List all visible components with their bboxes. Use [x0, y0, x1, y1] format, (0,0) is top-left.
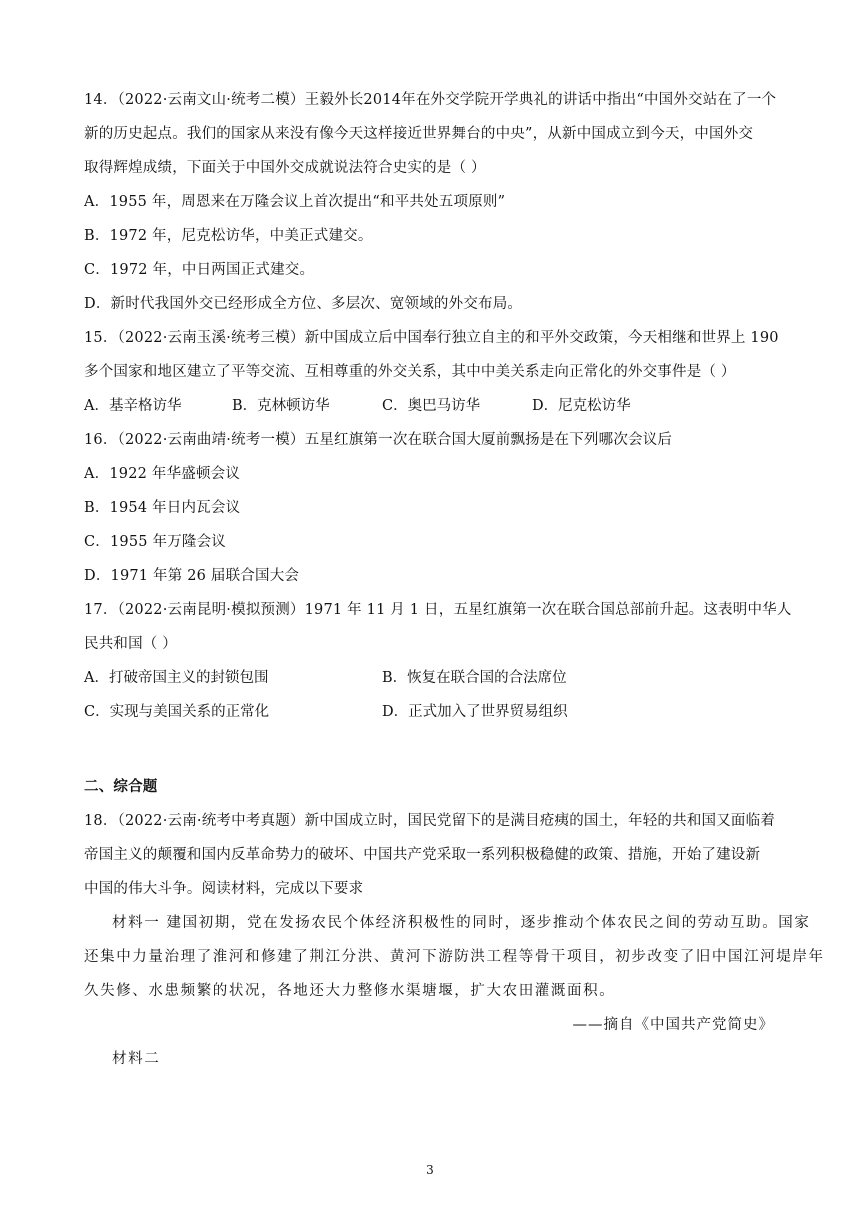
q15-option-b: B．克林顿访华	[232, 398, 330, 414]
q14-option-d: D．新时代我国外交已经形成全方位、多层次、宽领域的外交布局。	[84, 296, 523, 312]
q14-stem-line1: 14．（2022·云南文山·统考二模）王毅外长2014年在外交学院开学典礼的讲话中指出“中国外交站在了一个	[84, 92, 777, 108]
q14-option-a: A．1955 年，周恩来在万隆会议上首次提出“和平共处五项原则”	[84, 194, 506, 210]
q17-stem-line2: 民共和国（ ）	[84, 636, 178, 652]
q15-option-c: C．奥巴马访华	[382, 398, 481, 414]
q15-stem-line2: 多个国家和地区建立了平等交流、互相尊重的外交关系，其中中美关系走向正常化的外交事件是（ ）	[84, 364, 736, 380]
q15-option-a: A．基辛格访华	[84, 398, 182, 414]
section-heading: 二、综合题	[84, 779, 158, 795]
material1-line2: 还集中力量治理了淮河和修建了荆江分洪、黄河下游防洪工程等骨干项目，初步改变了旧中国江河堤岸年	[84, 949, 825, 965]
q17-option-a: A．打破帝国主义的封锁包围	[84, 670, 269, 686]
q17-option-c: C．实现与美国关系的正常化	[84, 704, 270, 720]
material1-line3: 久失修、水患频繁的状况，各地还大力整修水渠塘堰，扩大农田灌溉面积。	[84, 983, 616, 999]
q16-option-b: B．1954 年日内瓦会议	[84, 500, 241, 516]
q16-option-a: A．1922 年华盛顿会议	[84, 466, 241, 482]
q16-stem-line1: 16．（2022·云南曲靖·统考一模）五星红旗第一次在联合国大厦前飘扬是在下列哪次会议后	[84, 432, 673, 448]
page-number: 3	[426, 1163, 434, 1177]
q14-option-c: C．1972 年，中日两国正式建交。	[84, 262, 315, 278]
q17-option-b: B．恢复在联合国的合法席位	[382, 670, 567, 686]
q14-stem-line3: 取得辉煌成绩，下面关于中国外交成就说法符合史实的是（ ）	[84, 160, 486, 176]
q18-stem-line2: 帝国主义的颠覆和国内反革命势力的破坏、中国共产党采取一系列积极稳健的政策、措施，开始了建设新	[84, 847, 761, 863]
q18-stem-line1: 18．（2022·云南·统考中考真题）新中国成立时，国民党留下的是满目疮痍的国土，年轻的共和国又面临着	[84, 813, 776, 829]
material1-line1: 材料一 建国初期，党在发扬农民个体经济积极性的同时，逐步推动个体农民之间的劳动互助。国家	[112, 915, 811, 931]
q14-stem-line2: 新的历史起点。我们的国家从来没有像今天这样接近世界舞台的中央”，从新中国成立到今天，中国外交	[84, 126, 754, 142]
q16-option-d: D．1971 年第 26 届联合国大会	[84, 568, 300, 584]
q15-option-d: D．尼克松访华	[532, 398, 631, 414]
material1-source: ——摘自《中国共产党简史》	[572, 1017, 774, 1033]
q18-stem-line3: 中国的伟大斗争。阅读材料，完成以下要求	[84, 881, 364, 897]
q14-option-b: B．1972 年，尼克松访华，中美正式建交。	[84, 228, 373, 244]
q16-option-c: C．1955 年万隆会议	[84, 534, 227, 550]
q15-stem-line1: 15．（2022·云南玉溪·统考三模）新中国成立后中国奉行独立自主的和平外交政策，今天相继和世界上 190	[84, 330, 779, 346]
material2-label: 材料二	[112, 1051, 161, 1067]
q17-option-d: D．正式加入了世界贸易组织	[382, 704, 568, 720]
q17-stem-line1: 17．（2022·云南昆明·模拟预测）1971 年 11 月 1 日，五星红旗第一次在联合国总部前升起。这表明中华人	[84, 602, 792, 618]
